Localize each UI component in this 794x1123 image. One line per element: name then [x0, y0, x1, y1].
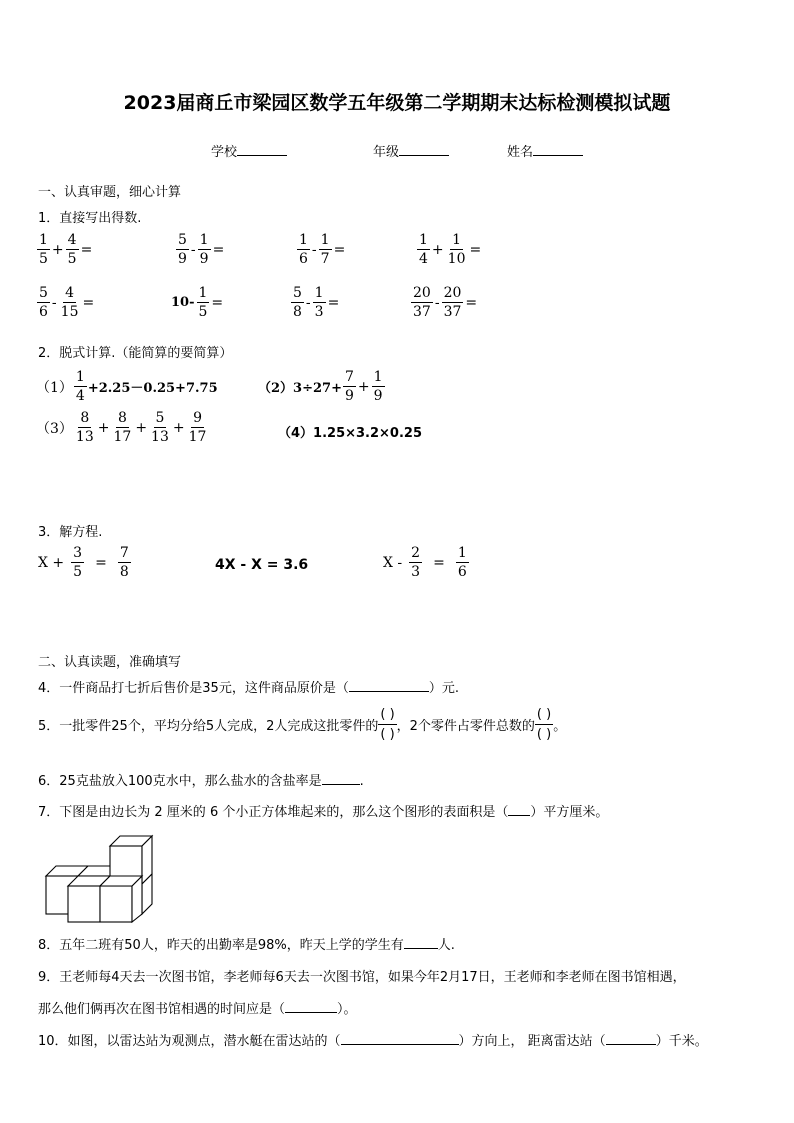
grade-label: 年级 [373, 145, 400, 160]
fraction: $\frac{1}{5}$ [39, 232, 48, 267]
q5-blank-fraction-1[interactable]: ( ) ( ) [380, 707, 395, 742]
q10-text-mid: ）方向上， 距离雷达站（ [458, 1034, 606, 1049]
fraction: $\frac{1}{6}$ [457, 545, 467, 580]
q3-eq3 [383, 546, 470, 579]
q2-part3 [36, 411, 209, 444]
name-field [507, 141, 583, 160]
q6 [38, 770, 364, 789]
q2-p1-tag: （1） [36, 379, 73, 396]
fraction: $\frac{1}{6}$ [299, 232, 308, 267]
q1-item [175, 233, 225, 266]
q2-p1-rest: +2.25－0.25+7.75 [87, 381, 218, 396]
school-field [211, 141, 287, 160]
equals-sign: = [80, 241, 93, 258]
operator: - [51, 294, 57, 311]
fraction: $\frac{5}{6}$ [39, 285, 48, 320]
q5-blank-fraction-2[interactable]: ( ) ( ) [536, 707, 552, 742]
operator: - [311, 241, 317, 258]
q1-item [36, 233, 93, 266]
q9-text-end: ）。 [337, 1002, 357, 1017]
fraction: $\frac{8}{13}$ [75, 410, 94, 445]
fraction: $\frac{5}{8}$ [293, 285, 302, 320]
fraction: $\frac{1}{7}$ [320, 232, 330, 267]
school-blank[interactable] [237, 143, 287, 156]
q4-text: 4．一件商品打七折后售价是35元，这件商品原价是（ [38, 681, 349, 696]
equals-sign: = [469, 241, 482, 258]
grade-field [373, 141, 449, 160]
fraction: $\frac{7}{9}$ [344, 369, 354, 404]
q9-line2 [38, 998, 357, 1017]
eq3-lhs: X - [383, 554, 403, 571]
plus-sign: + [97, 419, 110, 436]
equals-sign: = [333, 241, 346, 258]
grade-blank[interactable] [399, 143, 449, 156]
fraction: $\frac{1}{10}$ [447, 232, 466, 267]
fraction: $\frac{5}{9}$ [178, 232, 187, 267]
eq1-lhs: X + [38, 554, 65, 571]
plus-sign: + [172, 419, 185, 436]
fraction: $\frac{1}{4}$ [419, 232, 428, 267]
fraction: $\frac{7}{8}$ [119, 545, 129, 580]
q8-blank[interactable] [404, 936, 438, 949]
expression-prefix: 10- [171, 295, 195, 310]
q1-item [290, 286, 340, 319]
q6-text: 6．25克盐放入100克水中，那么盐水的含盐率是 [38, 774, 322, 789]
q1-item [410, 286, 478, 319]
q7-text: 7．下图是由边长为 2 厘米的 6 个小正方体堆起来的，那么这个图形的表面积是（ [38, 805, 509, 820]
cubes-figure [38, 830, 163, 926]
fraction: $\frac{2}{3}$ [411, 545, 421, 580]
fraction: $\frac{4}{15}$ [60, 285, 79, 320]
fraction: $\frac{1}{4}$ [75, 369, 85, 404]
cube-face [68, 886, 100, 922]
q3-eq1 [38, 546, 132, 579]
name-label: 姓名 [507, 145, 534, 160]
operator: + [431, 241, 444, 258]
q1-item [36, 286, 95, 319]
fraction: $\frac{1}{9}$ [373, 369, 383, 404]
q6-blank[interactable] [322, 772, 360, 785]
q7 [38, 801, 608, 820]
q9-blank[interactable] [285, 1000, 337, 1013]
fraction: $\frac{5}{13}$ [151, 410, 169, 445]
fraction: $\frac{8}{17}$ [113, 410, 132, 445]
q4 [38, 677, 459, 696]
equals-sign: = [95, 554, 107, 571]
q10 [38, 1030, 708, 1049]
equals-sign: = [212, 241, 225, 258]
q10-blank-distance[interactable] [606, 1032, 656, 1045]
name-blank[interactable] [533, 143, 583, 156]
school-label: 学校 [211, 145, 238, 160]
q7-text-end: ）平方厘米。 [530, 805, 609, 820]
q3-eq2: 4X - X = 3.6 [215, 557, 309, 573]
q5-text-end: 。 [553, 719, 567, 734]
q4-blank[interactable] [349, 679, 429, 692]
equals-sign: = [82, 294, 95, 311]
q1-item [416, 233, 482, 266]
fraction: $\frac{20}{37}$ [413, 285, 431, 320]
q2-label: 2．脱式计算.（能简算的要简算） [38, 346, 233, 361]
operator: - [434, 294, 440, 311]
q5-text-mid: ，2个零件占零件总数的 [396, 719, 535, 734]
q1-item [296, 233, 346, 266]
q10-text-end: ）千米。 [655, 1034, 708, 1049]
operator: - [305, 294, 311, 311]
fraction: $\frac{4}{5}$ [67, 232, 77, 267]
q6-text-end: . [359, 774, 364, 789]
q9-text: 那么他们俩再次在图书馆相遇的时间应是（ [38, 1002, 286, 1017]
q2-p3-expression [73, 411, 210, 444]
operator: + [51, 241, 64, 258]
operator: - [190, 241, 196, 258]
q3-label: 3．解方程. [38, 525, 103, 540]
fraction: $\frac{20}{37}$ [443, 285, 462, 320]
q2-p3-tag: （3） [36, 420, 73, 437]
q2-part1 [36, 370, 218, 403]
section-2-heading: 二、认真读题，准确填写 [38, 655, 182, 670]
q5 [38, 707, 566, 742]
q8 [38, 934, 455, 953]
equals-sign: = [465, 294, 478, 311]
equals-sign: = [433, 554, 445, 571]
q2-part4: （4）1.25×3.2×0.25 [278, 426, 423, 441]
q1-label: 1．直接写出得数. [38, 211, 142, 226]
q10-text: 10．如图，以雷达站为观测点，潜水艇在雷达站的（ [38, 1034, 341, 1049]
cube-face [100, 886, 132, 922]
plus-sign: + [357, 378, 370, 395]
fraction: $\frac{1}{3}$ [314, 285, 324, 320]
q2-part2 [258, 370, 386, 403]
equals-sign: = [211, 294, 224, 311]
q1-item [170, 286, 224, 319]
fraction: $\frac{1}{5}$ [198, 285, 208, 320]
equals-sign: = [327, 294, 340, 311]
q7-blank[interactable] [508, 803, 530, 816]
q8-text-end: 人. [437, 938, 455, 953]
q8-text: 8．五年二班有50人，昨天的出勤率是98%，昨天上学的学生有 [38, 938, 404, 953]
q4-text-end: ）元. [428, 681, 459, 696]
q9-line1: 9．王老师每4天去一次图书馆，李老师每6天去一次图书馆，如果今年2月17日，王老师和李老师在图书馆相遇， [38, 970, 686, 985]
section-1-heading: 一、认真审题，细心计算 [38, 185, 182, 200]
fraction: $\frac{9}{17}$ [188, 410, 207, 445]
page-title: 2023届商丘市梁园区数学五年级第二学期期末达标检测模拟试题 [123, 92, 671, 114]
plus-sign: + [135, 419, 148, 436]
fraction: $\frac{1}{9}$ [199, 232, 209, 267]
q2-p2-tag: （2）3÷27+ [258, 381, 342, 396]
q5-text: 5．一批零件25个，平均分给5人完成，2人完成这批零件的 [38, 719, 379, 734]
q10-blank-direction[interactable] [341, 1032, 459, 1045]
fraction: $\frac{3}{5}$ [73, 545, 83, 580]
